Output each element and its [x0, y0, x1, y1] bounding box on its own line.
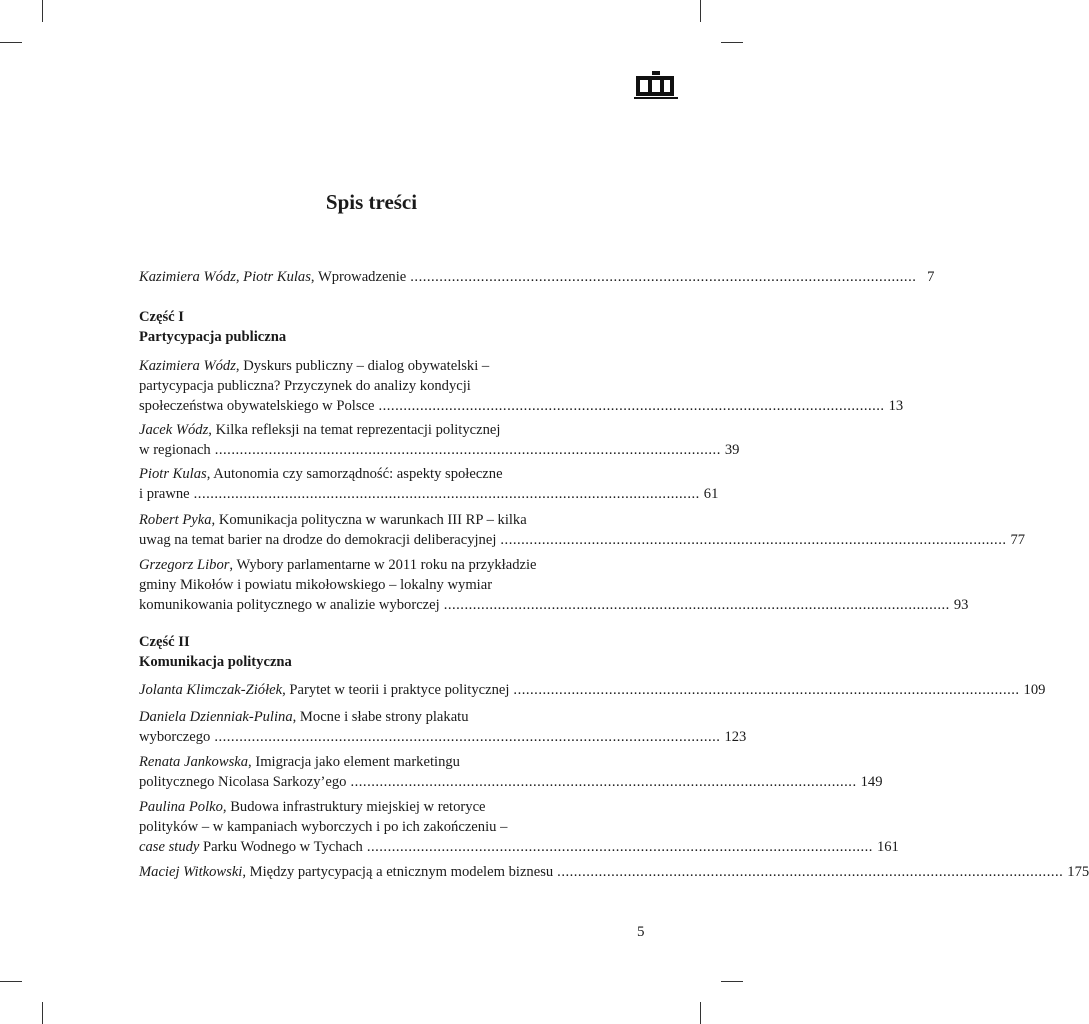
toc-entry: [139, 420, 740, 460]
entry-page: 77: [1010, 532, 1026, 548]
entry-page: 13: [888, 398, 904, 414]
leader-dots: ..........................................................................................................................: [513, 682, 1020, 698]
crop-mark-bottom-left: [42, 1002, 43, 1024]
toc-entry: [139, 555, 969, 615]
entry-page: 61: [703, 486, 719, 502]
crop-mark-bottom-left-h: [0, 981, 22, 982]
leader-dots: ..........................................................................................................................: [214, 729, 721, 745]
entry-author: Jolanta Klimczak-Ziółek: [139, 682, 283, 698]
entry-title: , Komunikacja polityczna w warunkach III RP – kilka: [211, 512, 527, 528]
entry-title: , Autonomia czy samorządność: aspekty społeczne: [206, 466, 503, 482]
entry-title: , Wprowadzenie: [310, 269, 407, 285]
entry-author: Piotr Kulas: [139, 466, 207, 482]
toc-entry: [139, 510, 1026, 550]
leader-dots: ..........................................................................................................................: [443, 597, 950, 613]
toc-entry: [139, 356, 904, 416]
crop-mark-top-left: [42, 0, 43, 22]
entry-title-cont: wyborczego: [139, 729, 211, 745]
entry-author: Daniela Dzienniak-Pulina: [139, 709, 293, 725]
entry-author: Kazimiera Wódz: [139, 358, 236, 374]
leader-dots: ..........................................................................................................................: [378, 398, 885, 414]
toc-entry: [139, 464, 719, 504]
entry-title-italic: case study: [139, 839, 200, 855]
entry-title: , Dyskurs publiczny – dialog obywatelski –: [235, 358, 490, 374]
entry-author: Renata Jankowska: [139, 754, 249, 770]
crop-mark-top-right-h: [721, 42, 743, 43]
entry-title-cont: komunikowania politycznego w analizie wyborczej: [139, 597, 440, 613]
crop-mark-top-left-h: [0, 42, 22, 43]
crop-mark-top-right: [700, 0, 701, 22]
entry-title: , Parytet w teorii i praktyce politycznej: [282, 682, 510, 698]
toc-entry: [139, 862, 1089, 882]
entry-author: Robert Pyka: [139, 512, 212, 528]
entry-page: 109: [1023, 682, 1046, 698]
entry-title-cont: i prawne: [139, 486, 190, 502]
leader-dots: ..........................................................................................................................: [410, 269, 917, 285]
entry-title-cont: partycypacja publiczna? Przyczynek do analizy kondycji: [139, 378, 471, 394]
part-1-name: Partycypacja publiczna: [139, 329, 287, 345]
leader-dots: ..........................................................................................................................: [193, 486, 700, 502]
entry-page: 149: [860, 774, 883, 790]
entry-title-cont: Parku Wodnego w Tychach: [199, 839, 363, 855]
entry-title: , Imigracja jako element marketingu: [248, 754, 460, 770]
toc-entry: [139, 680, 1046, 700]
entry-title: , Kilka refleksji na temat reprezentacji politycznej: [208, 422, 501, 438]
crop-mark-bottom-right: [700, 1002, 701, 1024]
entry-page: 93: [953, 597, 969, 613]
part-2-name: Komunikacja polityczna: [139, 654, 292, 670]
entry-title: , Mocne i słabe strony plakatu: [292, 709, 469, 725]
leader-dots: ..........................................................................................................................: [214, 442, 721, 458]
entry-title-cont: gminy Mikołów i powiatu mikołowskiego – lokalny wymiar: [139, 577, 493, 593]
toc-entry: [139, 797, 899, 857]
leader-dots: ..........................................................................................................................: [557, 864, 1064, 880]
leader-dots: ..........................................................................................................................: [350, 774, 857, 790]
crop-mark-bottom-right-h: [721, 981, 743, 982]
entry-page: 7: [927, 269, 935, 285]
publisher-logo: [634, 70, 678, 100]
entry-title-cont: politycznego Nicolasa Sarkozy’ego: [139, 774, 347, 790]
page-title: Spis treści: [325, 190, 418, 214]
entry-title: , Wybory parlamentarne w 2011 roku na przykładzie: [229, 557, 537, 573]
toc-entry: [139, 752, 883, 792]
entry-author: Kazimiera Wódz, Piotr Kulas: [139, 269, 311, 285]
part-2-label: Część II: [139, 634, 190, 650]
entry-title-cont: uwag na temat barier na drodze do demokracji deliberacyjnej: [139, 532, 497, 548]
entry-page: 175: [1067, 864, 1089, 880]
leader-dots: ..........................................................................................................................: [500, 532, 1007, 548]
entry-page: 123: [724, 729, 747, 745]
entry-title-cont: w regionach: [139, 442, 211, 458]
entry-author: Maciej Witkowski: [139, 864, 243, 880]
entry-author: Grzegorz Libor: [139, 557, 230, 573]
entry-author: Jacek Wódz: [139, 422, 209, 438]
entry-page: 39: [724, 442, 740, 458]
entry-title-cont: społeczeństwa obywatelskiego w Polsce: [139, 398, 375, 414]
toc-entry: [139, 707, 747, 747]
toc-entry-intro: [139, 267, 935, 287]
entry-page: 161: [876, 839, 899, 855]
leader-dots: ..........................................................................................................................: [366, 839, 873, 855]
entry-title-cont: polityków – w kampaniach wyborczych i po ich zakończeniu –: [139, 819, 508, 835]
entry-title: , Między partycypacją a etnicznym modelem biznesu: [242, 864, 554, 880]
entry-title: , Budowa infrastruktury miejskiej w retoryce: [222, 799, 486, 815]
part-1-label: Część I: [139, 309, 184, 325]
entry-author: Paulina Polko: [139, 799, 223, 815]
page-number: 5: [637, 924, 645, 940]
